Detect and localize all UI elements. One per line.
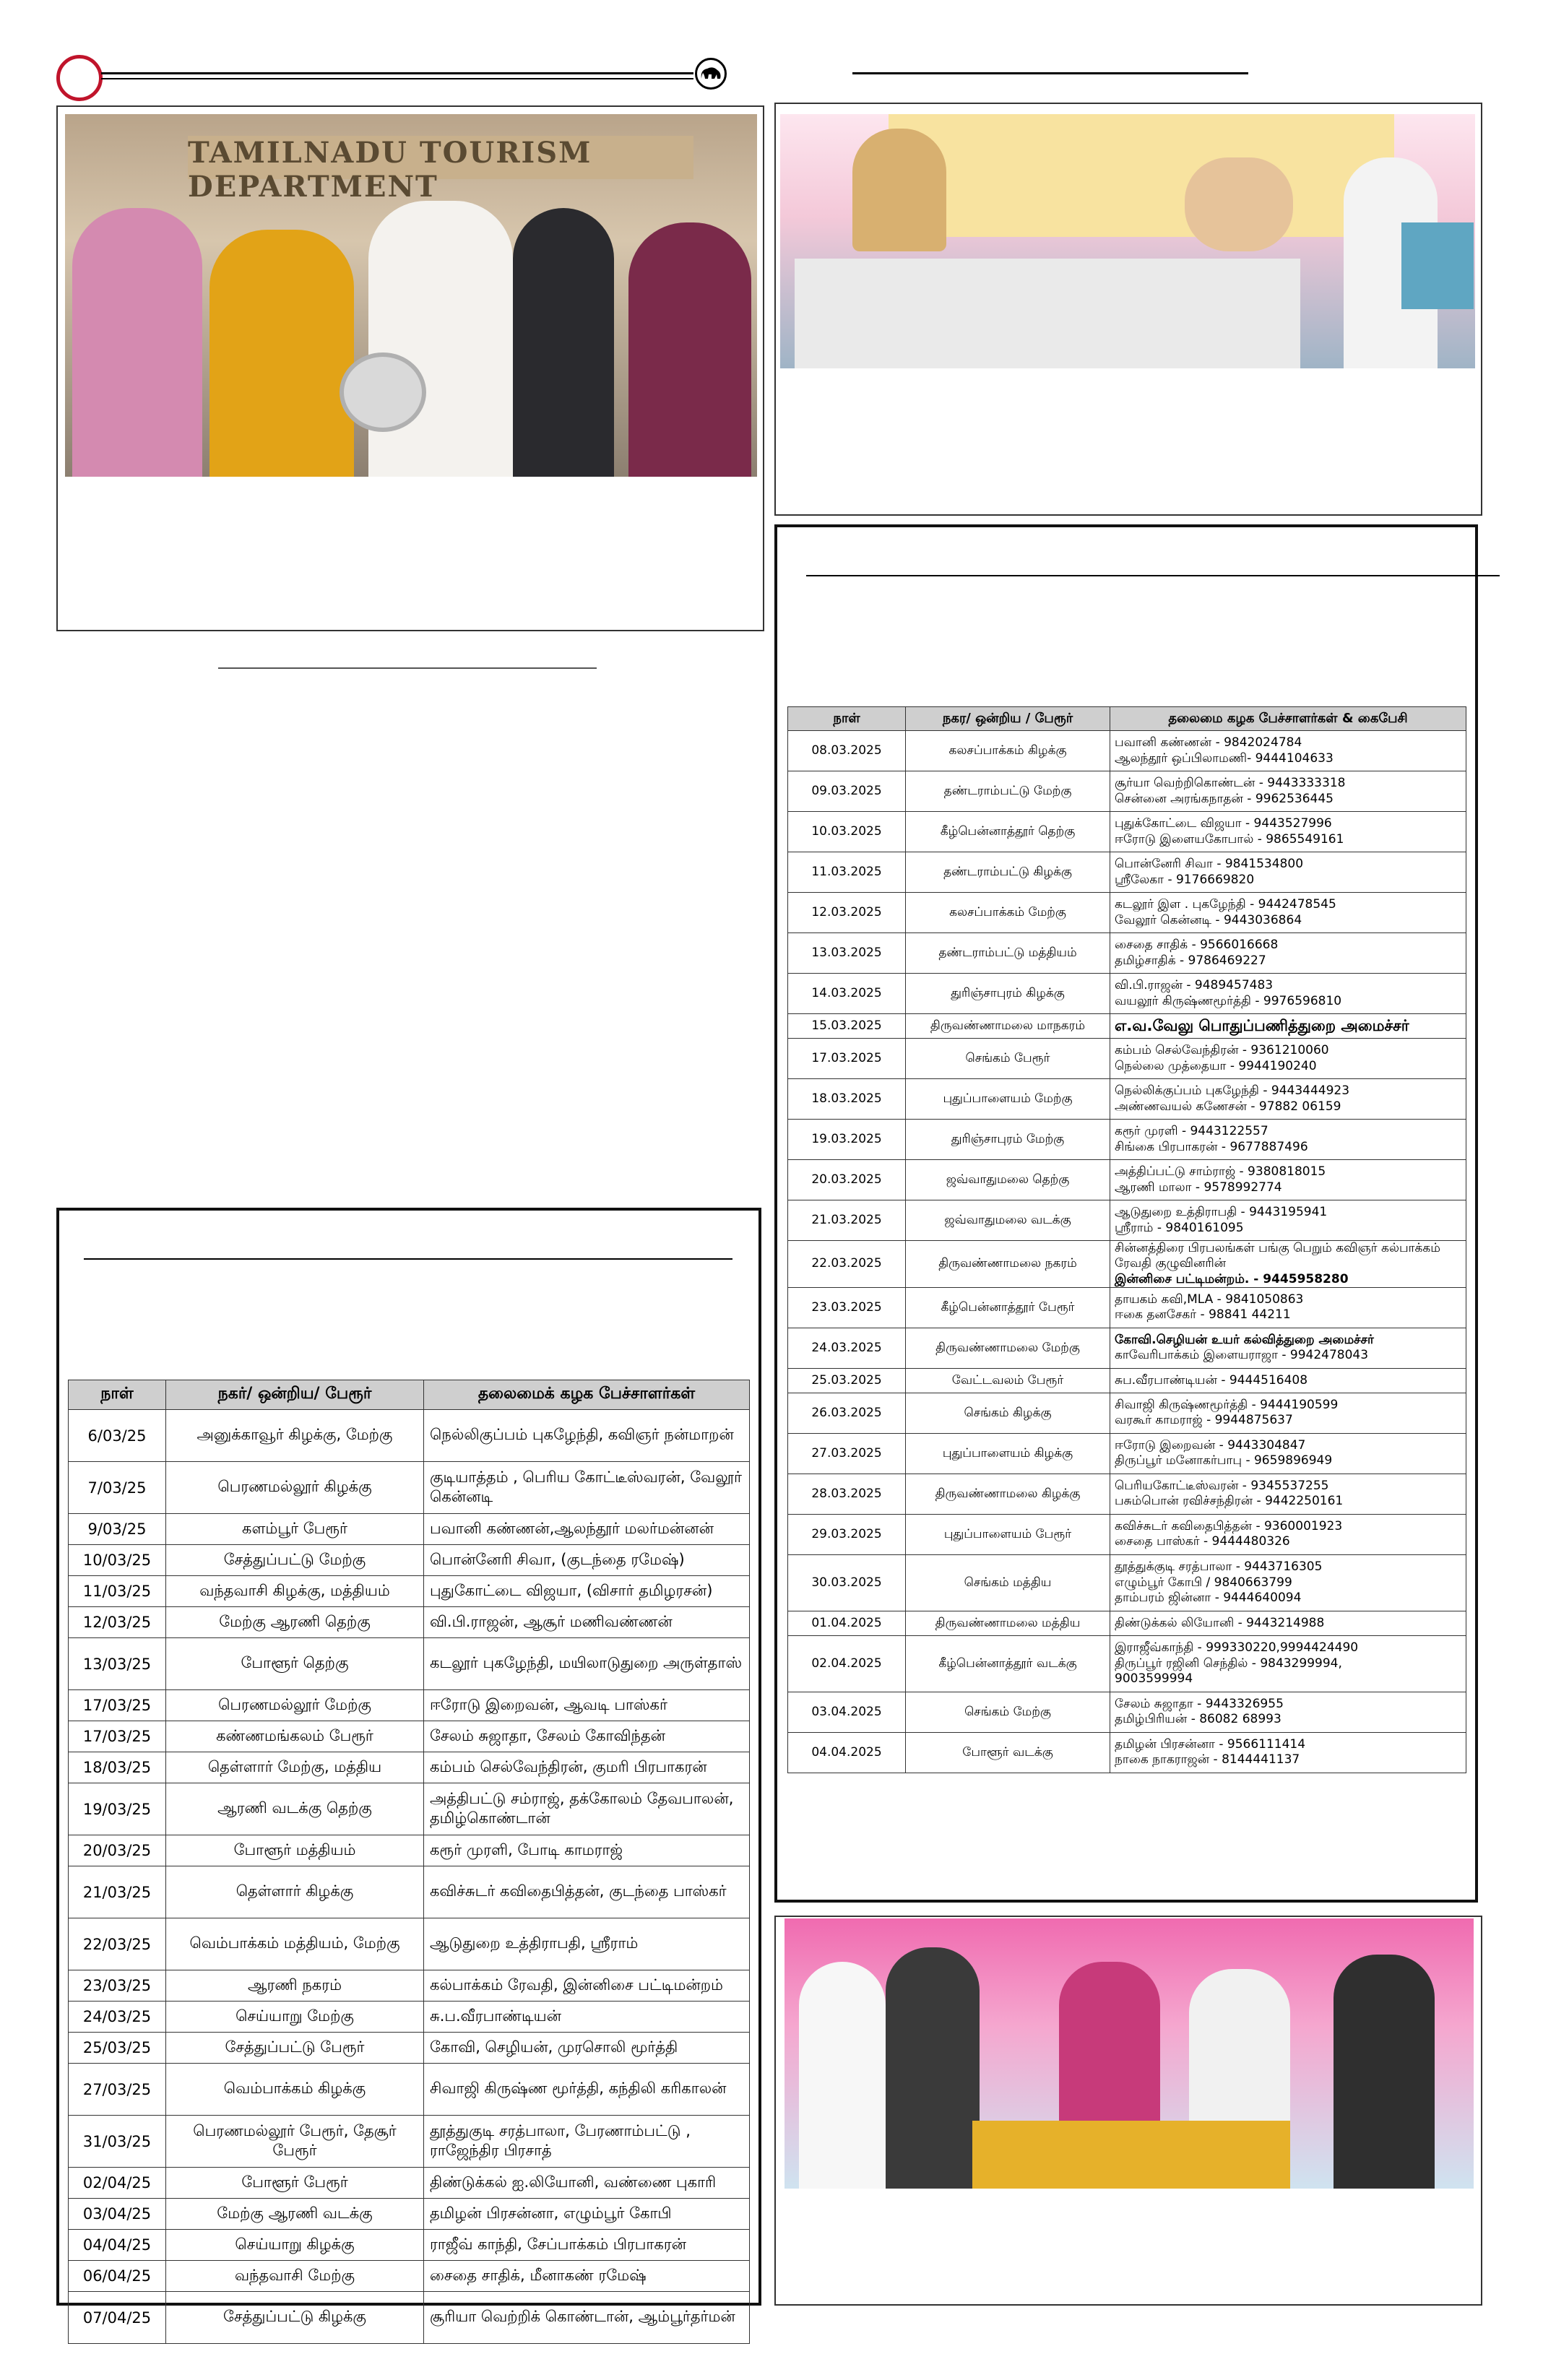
right-place-cell: கீழ்பென்னாத்தூர் வடக்கு [906,1635,1110,1692]
right-speakers-cell [1110,1474,1466,1514]
photo1-frame [56,105,764,631]
left-speakers-cell: கல்பாக்கம் ரேவதி, இன்னிசை பட்டிமன்றம் [424,1970,750,2002]
speaker-line: பெரியகோட்டீஸ்வரன் - 9345537255 [1115,1479,1329,1493]
photo1-person [513,208,614,477]
left-date-cell: 25/03/25 [69,2033,166,2064]
speaker-line: அண்ணவயல் கணேசன் - 97882 06159 [1115,1099,1341,1114]
table-row [788,1635,1466,1692]
table-row [69,2116,750,2168]
photo2-frame [774,103,1482,516]
right-place-cell: கலசப்பாக்கம் கிழக்கு [906,731,1110,771]
table-row [788,893,1466,933]
table-row [788,1287,1466,1328]
right-schedule-table-wrap [787,706,1466,1773]
right-speakers-cell [1110,1120,1466,1160]
right-place-cell: கீழ்பென்னாத்தூர் தெற்கு [906,812,1110,852]
right-col-speakers: தலைமை கழக பேச்சாளர்கள் & கைபேசி [1110,707,1466,731]
left-date-cell: 20/03/25 [69,1835,166,1866]
speaker-line: ஸ்ரீராம் - 9840161095 [1115,1220,1244,1235]
left-speakers-cell: பொன்னேரி சிவா, (குடந்தை ரமேஷ்) [424,1545,750,1576]
left-place-cell: மேற்கு ஆரணி தெற்கு [166,1607,424,1638]
table-row [788,933,1466,974]
left-place-cell: கண்ணமங்கலம் பேரூர் [166,1721,424,1752]
right-date-cell: 24.03.2025 [788,1328,906,1368]
speaker-line: ஈரோடு இறைவன் - 9443304847 [1115,1438,1306,1453]
left-date-cell: 07/04/25 [69,2292,166,2344]
right-speakers-cell [1110,1160,1466,1200]
speaker-line: வயலூர் கிருஷ்ணமூர்த்தி - 9976596810 [1115,993,1342,1008]
left-place-cell: தெள்ளார் கிழக்கு [166,1866,424,1918]
right-speakers-cell [1110,1554,1466,1611]
table-row [788,731,1466,771]
table-row [69,1721,750,1752]
right-place-cell: துரிஞ்சாபுரம் மேற்கு [906,1120,1110,1160]
speaker-line: நெல்லிக்குப்பம் புகழேந்தி - 9443444923 [1115,1083,1350,1099]
right-place-cell: ஜவ்வாதுமலை வடக்கு [906,1200,1110,1241]
left-place-cell: தெள்ளார் மேற்கு, மத்திய [166,1752,424,1783]
left-speakers-cell: ராஜீவ் காந்தி, சேப்பாக்கம் பிரபாகரன் [424,2230,750,2261]
left-speakers-cell: திண்டுக்கல் ஐ.லியோனி, வண்ணை புகாரி [424,2168,750,2199]
left-date-cell: 06/04/25 [69,2261,166,2292]
right-date-cell: 03.04.2025 [788,1692,906,1732]
right-place-cell: வேட்டவலம் பேரூர் [906,1368,1110,1393]
right-place-cell: கீழ்பென்னாத்தூர் பேரூர் [906,1287,1110,1328]
left-place-cell: சேத்துப்பட்டு மேற்கு [166,1545,424,1576]
right-speakers-cell [1110,893,1466,933]
right-date-cell: 25.03.2025 [788,1368,906,1393]
photo2-person [852,129,946,251]
speaker-line: சிவாஜி கிருஷ்ணமூர்த்தி - 9444190599 [1115,1398,1339,1412]
left-place-cell: வெம்பாக்கம் கிழக்கு [166,2064,424,2116]
left-col-place: நகர்/ ஒன்றிய/ பேரூர் [166,1380,424,1410]
table-row [69,1545,750,1576]
right-date-cell: 09.03.2025 [788,771,906,812]
speaker-line: பசும்பொன் ரவிச்சந்திரன் - 9442250161 [1115,1494,1344,1509]
table-row [788,1692,1466,1732]
left-date-cell: 31/03/25 [69,2116,166,2168]
left-speakers-cell: சூரியா வெற்றிக் கொண்டான், ஆம்பூர்தர்மன் [424,2292,750,2344]
right-date-cell: 21.03.2025 [788,1200,906,1241]
right-place-cell: செங்கம் பேரூர் [906,1039,1110,1079]
left-speakers-cell: சிவாஜி கிருஷ்ண மூர்த்தி, கந்திலி கரிகாலன் [424,2064,750,2116]
table-row [788,1120,1466,1160]
right-date-cell: 23.03.2025 [788,1287,906,1328]
table-row [69,1462,750,1514]
speaker-line: தாயகம் கவி,MLA - 9841050863 [1115,1292,1304,1307]
right-date-cell: 29.03.2025 [788,1514,906,1554]
photo2-seated-row [795,259,1300,368]
speaker-line: எ.வ.வேலு பொதுப்பணித்துறை அமைச்சர் [1115,1017,1409,1035]
speaker-line: ஈகை தனசேகர் - 98841 44211 [1115,1307,1291,1323]
right-date-cell: 26.03.2025 [788,1393,906,1433]
table-row [69,1690,750,1721]
table-row [788,1554,1466,1611]
right-date-cell: 14.03.2025 [788,974,906,1014]
left-speakers-cell: நெல்லிகுப்பம் புகழேந்தி, கவிஞர் நன்மாறன் [424,1410,750,1462]
right-col-place: நகர/ ஒன்றிய / பேரூர் [906,707,1110,731]
photo1-person [628,222,751,477]
right-speakers-cell [1110,1368,1466,1393]
left-speakers-cell: வி.பி.ராஜன், ஆசூர் மணிவண்ணன் [424,1607,750,1638]
right-place-cell: செங்கம் மத்திய [906,1554,1110,1611]
table-row [788,1328,1466,1368]
photo3-person [1334,1955,1435,2189]
left-date-cell: 21/03/25 [69,1866,166,1918]
speaker-line: ஈரோடு இளையகோபால் - 9865549161 [1115,831,1344,847]
left-speakers-cell: தமிழன் பிரசன்னா, எழும்பூர் கோபி [424,2199,750,2230]
header-rule-left-2 [101,78,693,79]
right-schedule-table [787,706,1466,1773]
table-row [788,974,1466,1014]
left-box-rule [84,1258,732,1260]
table-row [69,1835,750,1866]
photo2-stage-event [780,114,1475,368]
left-date-cell: 17/03/25 [69,1690,166,1721]
table-row [69,2168,750,2199]
speaker-line: கடலூர் இள . புகழேந்தி - 9442478545 [1115,897,1336,912]
photo1-plaque [340,352,426,432]
right-date-cell: 01.04.2025 [788,1611,906,1635]
right-place-cell: கலசப்பாக்கம் மேற்கு [906,893,1110,933]
left-date-cell: 9/03/25 [69,1514,166,1545]
left-place-cell: அனுக்காவூர் கிழக்கு, மேற்கு [166,1410,424,1462]
table-row [788,1039,1466,1079]
photo1-person [368,201,513,477]
photo3-welfare-event [785,1918,1474,2189]
photo3-person [886,1947,980,2189]
left-place-cell: சேத்துப்பட்டு பேரூர் [166,2033,424,2064]
photo1-person [72,208,202,477]
header-rule-left [101,72,693,74]
table-row [788,1474,1466,1514]
speaker-line: கம்பம் செல்வேந்திரன் - 9361210060 [1115,1043,1329,1058]
right-place-cell: திருவண்ணாமலை கிழக்கு [906,1474,1110,1514]
speaker-line: நாகை நாகராஜன் - 8144441137 [1115,1752,1300,1767]
photo2-podium [1401,222,1474,309]
left-date-cell: 24/03/25 [69,2002,166,2033]
left-col-speakers: தலைமைக் கழக பேச்சாளர்கள் [424,1380,750,1410]
left-place-cell: போளூர் தெற்கு [166,1638,424,1690]
right-place-cell: திருவண்ணாமலை மேற்கு [906,1328,1110,1368]
left-date-cell: 13/03/25 [69,1638,166,1690]
right-date-cell: 19.03.2025 [788,1120,906,1160]
left-date-cell: 27/03/25 [69,2064,166,2116]
speaker-line: தமிழன் பிரசன்னா - 9566111414 [1115,1737,1306,1752]
left-speakers-cell: சைதை சாதிக், மீனாகண் ரமேஷ் [424,2261,750,2292]
table-row [788,1368,1466,1393]
speaker-line: கோவி.செழியன் உயர் கல்வித்துறை அமைச்சர் [1115,1333,1374,1347]
right-date-cell: 27.03.2025 [788,1433,906,1474]
right-speakers-cell [1110,812,1466,852]
table-row [69,2064,750,2116]
left-speakers-cell: பவானி கண்ணன்,ஆலந்தூர் மலர்மன்னன் [424,1514,750,1545]
left-date-cell: 22/03/25 [69,1918,166,1970]
left-place-cell: சேத்துப்பட்டு கிழக்கு [166,2292,424,2344]
right-place-cell: செங்கம் மேற்கு [906,1692,1110,1732]
table-row [69,2230,750,2261]
left-speakers-cell: சேலம் சுஜாதா, சேலம் கோவிந்தன் [424,1721,750,1752]
left-place-cell: ஆரணி நகரம் [166,1970,424,2002]
right-date-cell: 02.04.2025 [788,1635,906,1692]
table-row [788,1200,1466,1241]
left-date-cell: 12/03/25 [69,1607,166,1638]
table-row [788,1014,1466,1039]
right-schedule-box [774,524,1478,1903]
left-speakers-cell: ஈரோடு இறைவன், ஆவடி பாஸ்கர் [424,1690,750,1721]
right-speakers-cell [1110,1514,1466,1554]
left-speakers-cell: அத்திபட்டு சம்ராஜ், தக்கோலம் தேவபாலன், தமிழ்கொண்டான் [424,1783,750,1835]
left-place-cell: ஆரணி வடக்கு தெற்கு [166,1783,424,1835]
speaker-line: சுப.வீரபாண்டியன் - 9444516408 [1115,1372,1308,1388]
left-place-cell: செய்யாறு கிழக்கு [166,2230,424,2261]
left-place-cell: போளூர் பேரூர் [166,2168,424,2199]
right-speakers-cell [1110,933,1466,974]
right-speakers-cell [1110,1079,1466,1120]
speaker-line: பவானி கண்ணன் - 9842024784 [1115,735,1302,750]
speaker-line: தூத்துக்குடி சரத்பாலா - 9443716305 [1115,1559,1323,1575]
table-row [788,1433,1466,1474]
table-row [788,1079,1466,1120]
left-speakers-cell: கடலூர் புகழேந்தி, மயிலாடுதுறை அருள்தாஸ் [424,1638,750,1690]
table-row [69,1866,750,1918]
table-row [69,1783,750,1835]
left-speakers-cell: புதுகோட்டை விஜயா, (விசார் தமிழரசன்) [424,1576,750,1607]
speaker-line: இன்னிசை பட்டிமன்றம். - 9445958280 [1115,1271,1349,1286]
table-row [69,2002,750,2033]
table-row [788,852,1466,893]
right-date-cell: 04.04.2025 [788,1732,906,1773]
left-date-cell: 7/03/25 [69,1462,166,1514]
table-row [69,1576,750,1607]
right-date-cell: 10.03.2025 [788,812,906,852]
left-place-cell: வந்தவாசி மேற்கு [166,2261,424,2292]
right-speakers-cell [1110,1433,1466,1474]
photo3-frame [774,1916,1482,2306]
right-speakers-cell [1110,1732,1466,1773]
speaker-line: காவேரிபாக்கம் இளையராஜா - 9942478043 [1115,1348,1369,1363]
speaker-line: சைதை சாதிக் - 9566016668 [1115,938,1279,953]
header-rule-right [852,72,1248,74]
left-speakers-cell: கரூர் முரளி, போடி காமராஜ் [424,1835,750,1866]
photo1-person [209,230,354,477]
right-place-cell: புதுப்பாளையம் கிழக்கு [906,1433,1110,1474]
speaker-line: 9003599994 [1115,1671,1193,1686]
right-place-cell: புதுப்பாளையம் மேற்கு [906,1079,1110,1120]
photo2-person [1185,157,1293,251]
right-date-cell: 13.03.2025 [788,933,906,974]
right-place-cell: திருவண்ணாமலை மாநகரம் [906,1014,1110,1039]
speaker-line: ஆலந்தூர் ஒப்பிலாமணி- 9444104633 [1115,750,1334,766]
table-row [788,1241,1466,1288]
left-date-cell: 19/03/25 [69,1783,166,1835]
right-speakers-cell [1110,731,1466,771]
speaker-line: இராஜீவ்காந்தி - 999330220,9994424490 [1115,1640,1359,1656]
left-date-cell: 03/04/25 [69,2199,166,2230]
right-place-cell: திருவண்ணாமலை மத்திய [906,1611,1110,1635]
table-row [69,1752,750,1783]
right-speakers-cell [1110,1635,1466,1692]
right-date-cell: 20.03.2025 [788,1160,906,1200]
speaker-line: தமிழ்சாதிக் - 9786469227 [1115,953,1266,968]
photo3-table [972,2121,1290,2189]
table-row [69,1918,750,1970]
speaker-line: வேலூர் கென்னடி - 9443036864 [1115,912,1302,927]
speaker-line: வி.பி.ராஜன் - 9489457483 [1115,978,1274,993]
table-row [69,2292,750,2344]
left-date-cell: 04/04/25 [69,2230,166,2261]
table-row [788,812,1466,852]
left-place-cell: வெம்பாக்கம் மத்தியம், மேற்கு [166,1918,424,1970]
speaker-line: புதுக்கோட்டை விஜயா - 9443527996 [1115,816,1332,831]
right-date-cell: 15.03.2025 [788,1014,906,1039]
speaker-line: சிங்கை பிரபாகரன் - 9677887496 [1115,1139,1308,1154]
photo1-banner: TAMILNADU TOURISM DEPARTMENT [188,136,693,179]
table-row [788,1393,1466,1433]
right-date-cell: 17.03.2025 [788,1039,906,1079]
right-speakers-cell [1110,1611,1466,1635]
right-date-cell: 18.03.2025 [788,1079,906,1120]
speaker-line: ஸ்ரீலேகா - 9176669820 [1115,872,1255,887]
right-place-cell: போளூர் வடக்கு [906,1732,1110,1773]
separator-line [218,667,597,669]
left-speakers-cell: தூத்துகுடி சரத்பாலா, பேரணாம்பட்டு , ராஜேந்திர பிரசாத் [424,2116,750,2168]
photo3-person [799,1962,886,2189]
left-speakers-cell: கவிச்சுடர் கவிதைபித்தன், குடந்தை பாஸ்கர் [424,1866,750,1918]
table-row [69,1607,750,1638]
right-speakers-cell [1110,974,1466,1014]
right-speakers-cell [1110,771,1466,812]
speaker-line: கவிச்சுடர் கவிதைபித்தன் - 9360001923 [1115,1519,1343,1533]
speaker-line: கரூர் முரளி - 9443122557 [1115,1124,1268,1139]
left-date-cell: 6/03/25 [69,1410,166,1462]
right-speakers-cell [1110,1287,1466,1328]
speaker-line: சின்னத்திரை பிரபலங்கள் பங்கு பெறும் கவிஞர் கல்பாக்கம் ரேவதி குழுவினரின் [1115,1241,1440,1271]
right-box-rule [806,575,1500,576]
right-place-cell: புதுப்பாளையம் பேரூர் [906,1514,1110,1554]
right-speakers-cell [1110,1014,1466,1039]
photo1-tourism-event [65,114,757,477]
photo2-banner [889,114,1394,237]
speaker-line: திருப்பூர் மனோகர்பாபு - 9659896949 [1115,1453,1333,1468]
speaker-line: எழும்பூர் கோபி / 9840663799 [1115,1575,1292,1590]
speaker-line: ஆடுதுறை உத்திராபதி - 9443195941 [1115,1205,1328,1220]
right-speakers-cell [1110,1692,1466,1732]
table-row [788,1514,1466,1554]
left-place-cell: செய்யாறு மேற்கு [166,2002,424,2033]
right-place-cell: தண்டராம்பட்டு கிழக்கு [906,852,1110,893]
left-date-cell: 11/03/25 [69,1576,166,1607]
speaker-line: தாம்பரம் ஜின்னா - 9444640094 [1115,1590,1302,1605]
left-schedule-table-wrap [68,1380,750,2344]
left-schedule-box [56,1208,761,2327]
left-schedule-table [68,1380,750,2344]
right-col-date: நாள் [788,707,906,731]
speaker-line: வரகூர் காமராஜ் - 9944875637 [1115,1413,1293,1428]
left-speakers-cell: குடியாத்தம் , பெரிய கோட்டீஸ்வரன், வேலூர் கென்னடி [424,1462,750,1514]
left-place-cell: களம்பூர் பேரூர் [166,1514,424,1545]
page-number-circle [56,55,103,101]
right-place-cell: தண்டராம்பட்டு மேற்கு [906,771,1110,812]
right-date-cell: 22.03.2025 [788,1241,906,1288]
table-row [788,771,1466,812]
left-col-date: நாள் [69,1380,166,1410]
right-speakers-cell [1110,1328,1466,1368]
speaker-line: சைதை பாஸ்கர் - 9444480326 [1115,1534,1290,1549]
table-row [69,1514,750,1545]
table-row [788,1160,1466,1200]
table-row [69,1410,750,1462]
speaker-line: பொன்னேரி சிவா - 9841534800 [1115,857,1304,872]
table-row [788,1732,1466,1773]
right-date-cell: 12.03.2025 [788,893,906,933]
left-place-cell: மேற்கு ஆரணி வடக்கு [166,2199,424,2230]
left-place-cell: பெரணமல்லூர் கிழக்கு [166,1462,424,1514]
right-place-cell: தண்டராம்பட்டு மத்தியம் [906,933,1110,974]
right-date-cell: 28.03.2025 [788,1474,906,1514]
table-row [69,2261,750,2292]
table-row [69,2199,750,2230]
left-date-cell: 17/03/25 [69,1721,166,1752]
speaker-line: திருப்பூர் ரஜினி செந்தில் - 9843299994, [1115,1656,1342,1671]
speaker-line: சூர்யா வெற்றிகொண்டன் - 9443333318 [1115,776,1346,791]
speaker-line: சேலம் சுஜாதா - 9443326955 [1115,1697,1284,1711]
left-place-cell: வந்தவாசி கிழக்கு, மத்தியம் [166,1576,424,1607]
right-speakers-cell [1110,1241,1466,1288]
right-speakers-cell [1110,1393,1466,1433]
left-speakers-cell: கம்பம் செல்வேந்திரன், குமரி பிரபாகரன் [424,1752,750,1783]
right-place-cell: ஜவ்வாதுமலை தெற்கு [906,1160,1110,1200]
speaker-line: ஆரணி மாலா - 9578992774 [1115,1180,1282,1195]
left-date-cell: 23/03/25 [69,1970,166,2002]
right-date-cell: 30.03.2025 [788,1554,906,1611]
right-place-cell: செங்கம் கிழக்கு [906,1393,1110,1433]
right-place-cell: திருவண்ணாமலை நகரம் [906,1241,1110,1288]
left-date-cell: 10/03/25 [69,1545,166,1576]
right-speakers-cell [1110,1200,1466,1241]
table-row [788,1611,1466,1635]
elephant-logo-icon [695,58,727,90]
speaker-line: அத்திப்பட்டு சாம்ராஜ் - 9380818015 [1115,1164,1326,1180]
left-place-cell: பெரணமல்லூர் பேரூர், தேசூர் பேரூர் [166,2116,424,2168]
left-place-cell: போளூர் மத்தியம் [166,1835,424,1866]
left-place-cell: பெரணமல்லூர் மேற்கு [166,1690,424,1721]
speaker-line: நெல்லை முத்தையா - 9944190240 [1115,1058,1317,1073]
right-date-cell: 08.03.2025 [788,731,906,771]
table-row [69,1638,750,1690]
left-speakers-cell: கோவி, செழியன், முரசொலி மூர்த்தி [424,2033,750,2064]
left-speakers-cell: சு.ப.வீரபாண்டியன் [424,2002,750,2033]
right-speakers-cell [1110,852,1466,893]
table-row [69,1970,750,2002]
table-row [69,2033,750,2064]
left-speakers-cell: ஆடுதுறை உத்திராபதி, ஸ்ரீராம் [424,1918,750,1970]
speaker-line: தமிழ்பிரியன் - 86082 68993 [1115,1712,1281,1727]
speaker-line: திண்டுக்கல் லியோனி - 9443214988 [1115,1615,1325,1630]
right-date-cell: 11.03.2025 [788,852,906,893]
right-speakers-cell [1110,1039,1466,1079]
speaker-line: சென்னை அரங்கநாதன் - 9962536445 [1115,791,1334,806]
right-place-cell: துரிஞ்சாபுரம் கிழக்கு [906,974,1110,1014]
left-date-cell: 02/04/25 [69,2168,166,2199]
left-date-cell: 18/03/25 [69,1752,166,1783]
